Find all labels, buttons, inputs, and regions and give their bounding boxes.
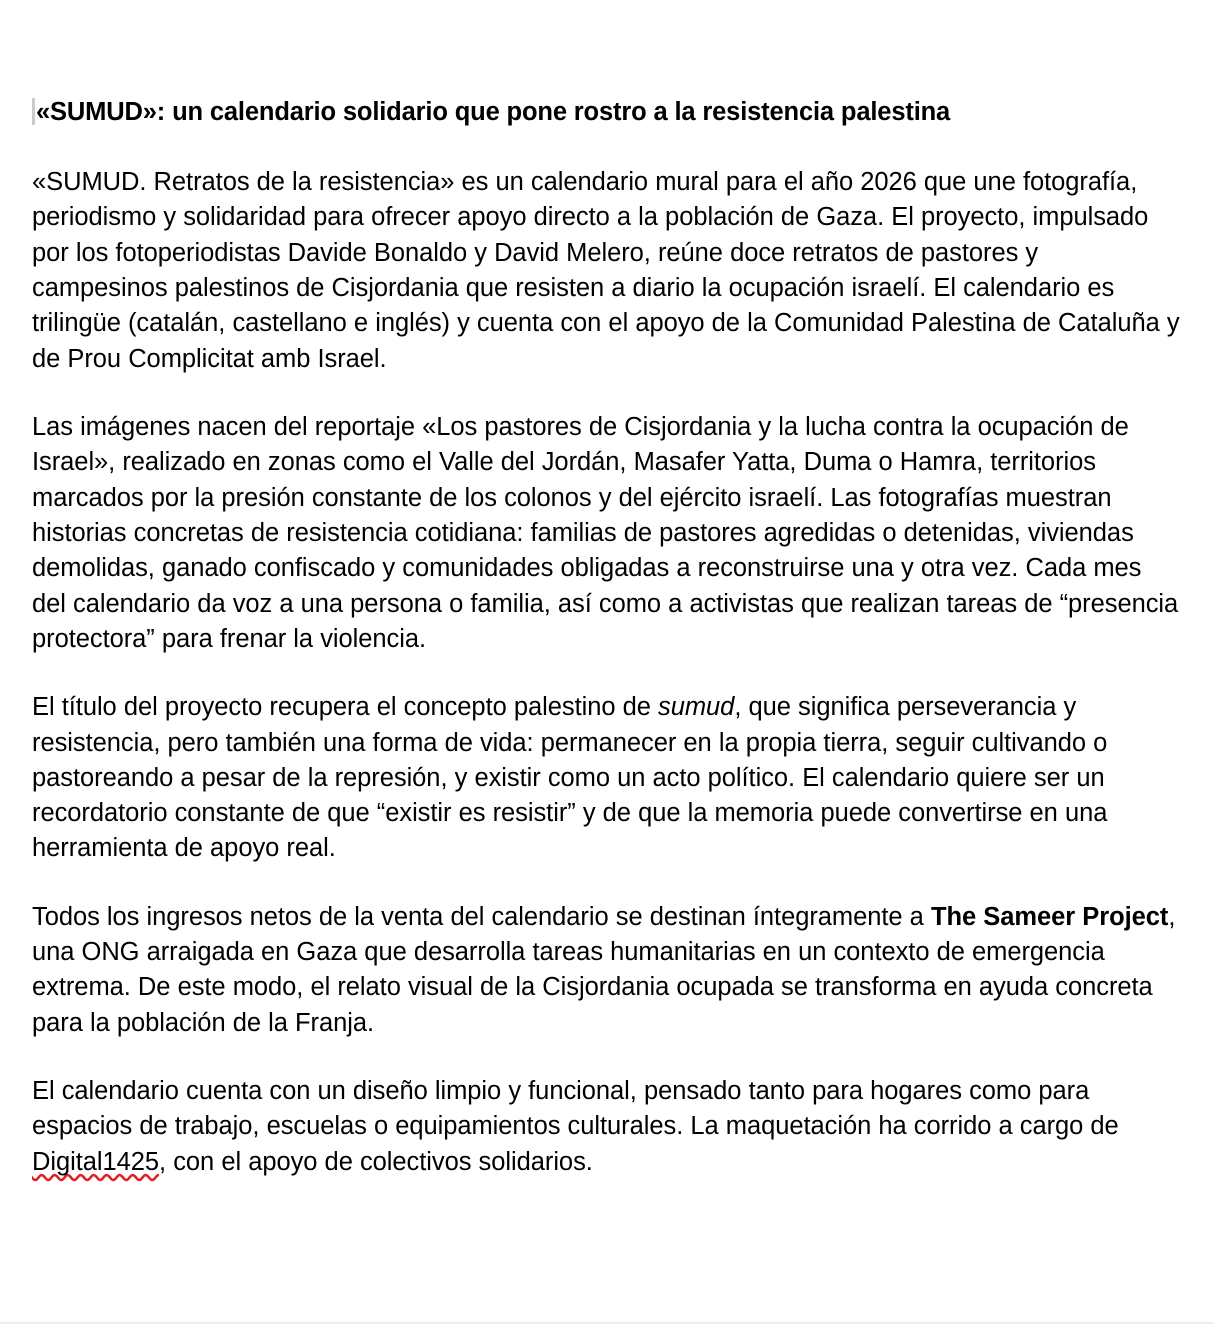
document-body[interactable] [32,96,1180,1180]
paragraph-3[interactable] [32,690,1180,867]
page-title-text: «SUMUD»: un calendario solidario que pone rostro a la resistencia palestina [36,98,951,126]
paragraph-5[interactable] [32,1074,1180,1180]
text-run: El calendario cuenta con un diseño limpio y funcional, pensado tanto para hogares como para espacios de trabajo, escuelas o equipamientos culturales. La maquetación ha corrido a cargo de [32,1077,1119,1141]
paragraph-1[interactable] [32,165,1180,377]
text-run: , que significa perseverancia y resistencia, pero también una forma de vida: permanecer en la propia tierra, seguir cultivando o pastoreando a pesar de la represión, y existir como un acto político. El calendario quiere ser un recordatorio constante de que “existir es resistir” y de que la memoria puede convertirse en una herramienta de apoyo real. [32,693,1108,863]
text-caret [32,98,35,125]
text-run: , con el apoyo de colectivos solidarios. [159,1147,593,1176]
italic-text-run: sumud [658,693,735,722]
text-run: Todos los ingresos netos de la venta del calendario se destinan íntegramente a [32,902,931,931]
text-run: , una ONG arraigada en Gaza que desarrolla tareas humanitarias en un contexto de emergencia extrema. De este modo, el relato visual de la Cisjordania ocupada se transforma en ayuda concreta para la población de la Franja. [32,902,1176,1037]
paragraph-4[interactable] [32,900,1180,1041]
text-run: Las imágenes nacen del reportaje «Los pastores de Cisjordania y la lucha contra la ocupación de Israel», realizado en zonas como el Valle del Jordán, Masafer Yatta, Duma o Hamra, territorios marcados por la presión constante de los colonos y del ejército israelí. Las fotografías muestran historias concretas de resistencia cotidiana: familias de pastores agredidas o detenidas, viviendas demolidas, ganado confiscado y comunidades obligadas a reconstruirse una y otra vez. Cada mes del calendario da voz a una persona o familia, así como a activistas que realizan tareas de “presencia protectora” para frenar la violencia. [32,413,1179,653]
misspelled-word[interactable]: Digital1425 [32,1147,160,1176]
page-bottom-divider [0,1322,1214,1323]
text-run: El título del proyecto recupera el concepto palestino de [32,693,659,722]
bold-text-run: The Sameer Project [930,902,1169,931]
page-title [32,96,1180,129]
text-run: «SUMUD. Retratos de la resistencia» es un calendario mural para el año 2026 que une fotografía, periodismo y solidaridad para ofrecer apoyo directo a la población de Gaza. El proyecto, impulsado por los fotoperiodistas Davide Bonaldo y David Melero, reúne doce retratos de pastores y campesinos palestinos de Cisjordania que resisten a diario la ocupación israelí. El calendario es trilingüe (catalán, castellano e inglés) y cuenta con el apoyo de la Comunidad Palestina de Cataluña y de Prou Complicitat amb Israel. [32,168,1180,373]
paragraph-2[interactable] [32,410,1180,657]
